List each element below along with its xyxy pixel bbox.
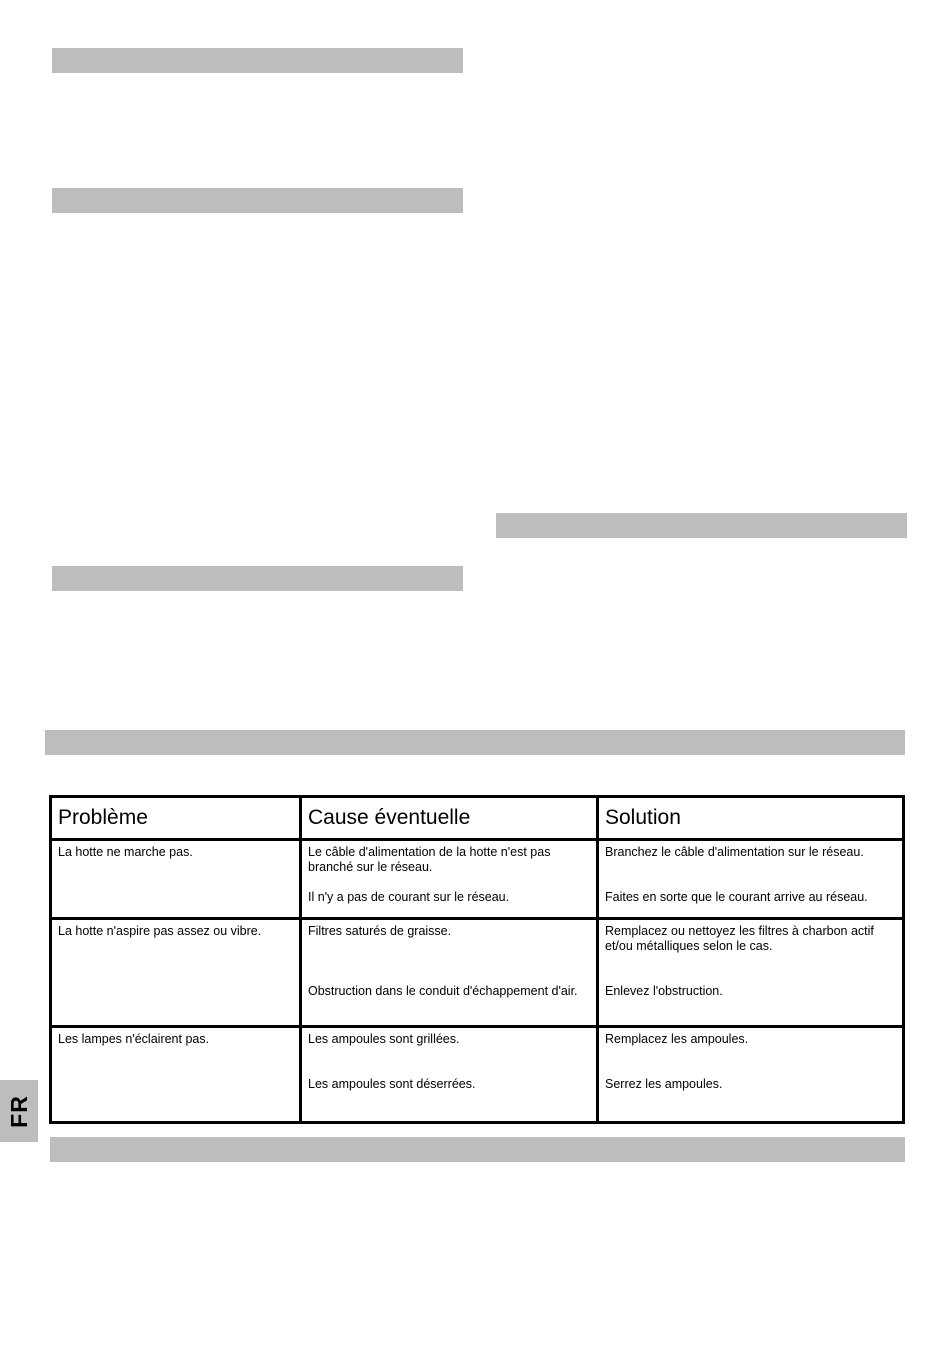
table-header-row: [51, 797, 904, 840]
solution-cell: [598, 840, 904, 919]
problem-cell: [51, 919, 301, 1027]
cause-text: Les ampoules sont déserrées.: [308, 1077, 476, 1091]
solution-text: Branchez le câble d'alimentation sur le réseau.: [605, 845, 864, 859]
cause-text: Il n'y a pas de courant sur le réseau.: [308, 890, 510, 904]
cause-cell: [301, 1027, 598, 1123]
problem-text: La hotte n'aspire pas assez ou vibre.: [58, 924, 262, 938]
cause-text: Filtres saturés de graisse.: [308, 924, 452, 938]
cause-text: Obstruction dans le conduit d'échappement d'air.: [308, 984, 578, 998]
cause-text: Le câble d'alimentation de la hotte n'est pas branché sur le réseau.: [308, 845, 551, 874]
language-tab: [0, 1080, 38, 1142]
table-row: [51, 1027, 904, 1123]
section-header-bar: [50, 1137, 905, 1162]
section-header-bar: [52, 48, 463, 73]
cause-text: Les ampoules sont grillées.: [308, 1032, 460, 1046]
section-header-bar: [45, 730, 905, 755]
problem-cell: [51, 840, 301, 919]
solution-text: Remplacez les ampoules.: [605, 1032, 749, 1046]
table-row: [51, 840, 904, 919]
problem-text: Les lampes n'éclairent pas.: [58, 1032, 210, 1046]
section-header-bar: [52, 566, 463, 591]
header-cause: Cause éventuelle: [301, 797, 598, 840]
problem-text: La hotte ne marche pas.: [58, 845, 193, 859]
solution-text: Serrez les ampoules.: [605, 1077, 723, 1091]
solution-cell: [598, 1027, 904, 1123]
table-row: [51, 919, 904, 1027]
header-problem: Problème: [51, 797, 301, 840]
solution-text: Faites en sorte que le courant arrive au réseau.: [605, 890, 868, 904]
solution-cell: [598, 919, 904, 1027]
solution-text: Enlevez l'obstruction.: [605, 984, 723, 998]
cause-cell: [301, 840, 598, 919]
troubleshooting-table: [49, 795, 905, 1124]
header-solution: Solution: [598, 797, 904, 840]
solution-text: Remplacez ou nettoyez les filtres à charbon actif et/ou métalliques selon le cas.: [605, 924, 874, 953]
section-header-bar: [52, 188, 463, 213]
section-header-bar: [496, 513, 907, 538]
language-label: FR: [5, 1094, 32, 1128]
cause-cell: [301, 919, 598, 1027]
problem-cell: [51, 1027, 301, 1123]
